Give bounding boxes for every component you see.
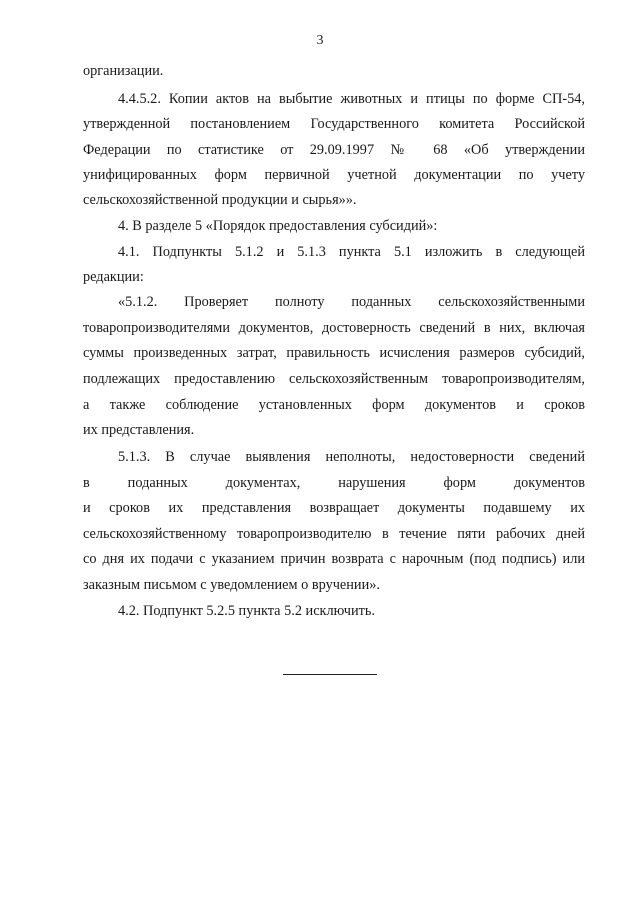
text-line: 5.1.3. В случае выявления неполноты, недостоверности сведений <box>118 449 585 465</box>
text-line: организации. <box>83 63 164 79</box>
text-line: утвержденной постановлением Государственного комитета Российской <box>83 116 585 132</box>
text-line: 4.4.5.2. Копии актов на выбытие животных и птицы по форме СП-54, <box>118 91 585 107</box>
text-line: суммы произведенных затрат, правильность исчисления размеров субсидий, <box>83 345 585 361</box>
text-line: со дня их подачи с указанием причин возврата с нарочным (под подпись) или <box>83 551 585 567</box>
closing-rule <box>283 674 377 675</box>
text-line: Федерации по статистике от 29.09.1997 № 68 «Об утверждении <box>83 142 585 158</box>
text-line: заказным письмом с уведомлением о вручении». <box>83 577 380 593</box>
text-line: 4. В разделе 5 «Порядок предоставления субсидий»: <box>118 218 438 234</box>
text-line: в поданных документах, нарушения форм документов <box>83 475 585 491</box>
text-line: и сроков их представления возвращает документы подавшему их <box>83 500 585 516</box>
text-line: подлежащих предоставлению сельскохозяйственным товаропроизводителям, <box>83 371 585 387</box>
text-line: редакции: <box>83 269 144 285</box>
text-line: а также соблюдение установленных форм документов и сроков <box>83 397 585 413</box>
text-line: сельскохозяйственной продукции и сырья»». <box>83 192 357 208</box>
text-line: 4.1. Подпункты 5.1.2 и 5.1.3 пункта 5.1 изложить в следующей <box>118 244 585 260</box>
page-number: 3 <box>316 33 324 48</box>
text-line: товаропроизводителями документов, достоверность сведений в них, включая <box>83 320 585 336</box>
text-line: 4.2. Подпункт 5.2.5 пункта 5.2 исключить. <box>118 603 375 619</box>
text-line: «5.1.2. Проверяет полноту поданных сельскохозяйственными <box>118 294 585 310</box>
text-line: сельскохозяйственному товаропроизводителю в течение пяти рабочих дней <box>83 526 585 542</box>
text-line: унифицированных форм первичной учетной документации по учету <box>83 167 585 183</box>
text-line: их представления. <box>83 422 195 438</box>
